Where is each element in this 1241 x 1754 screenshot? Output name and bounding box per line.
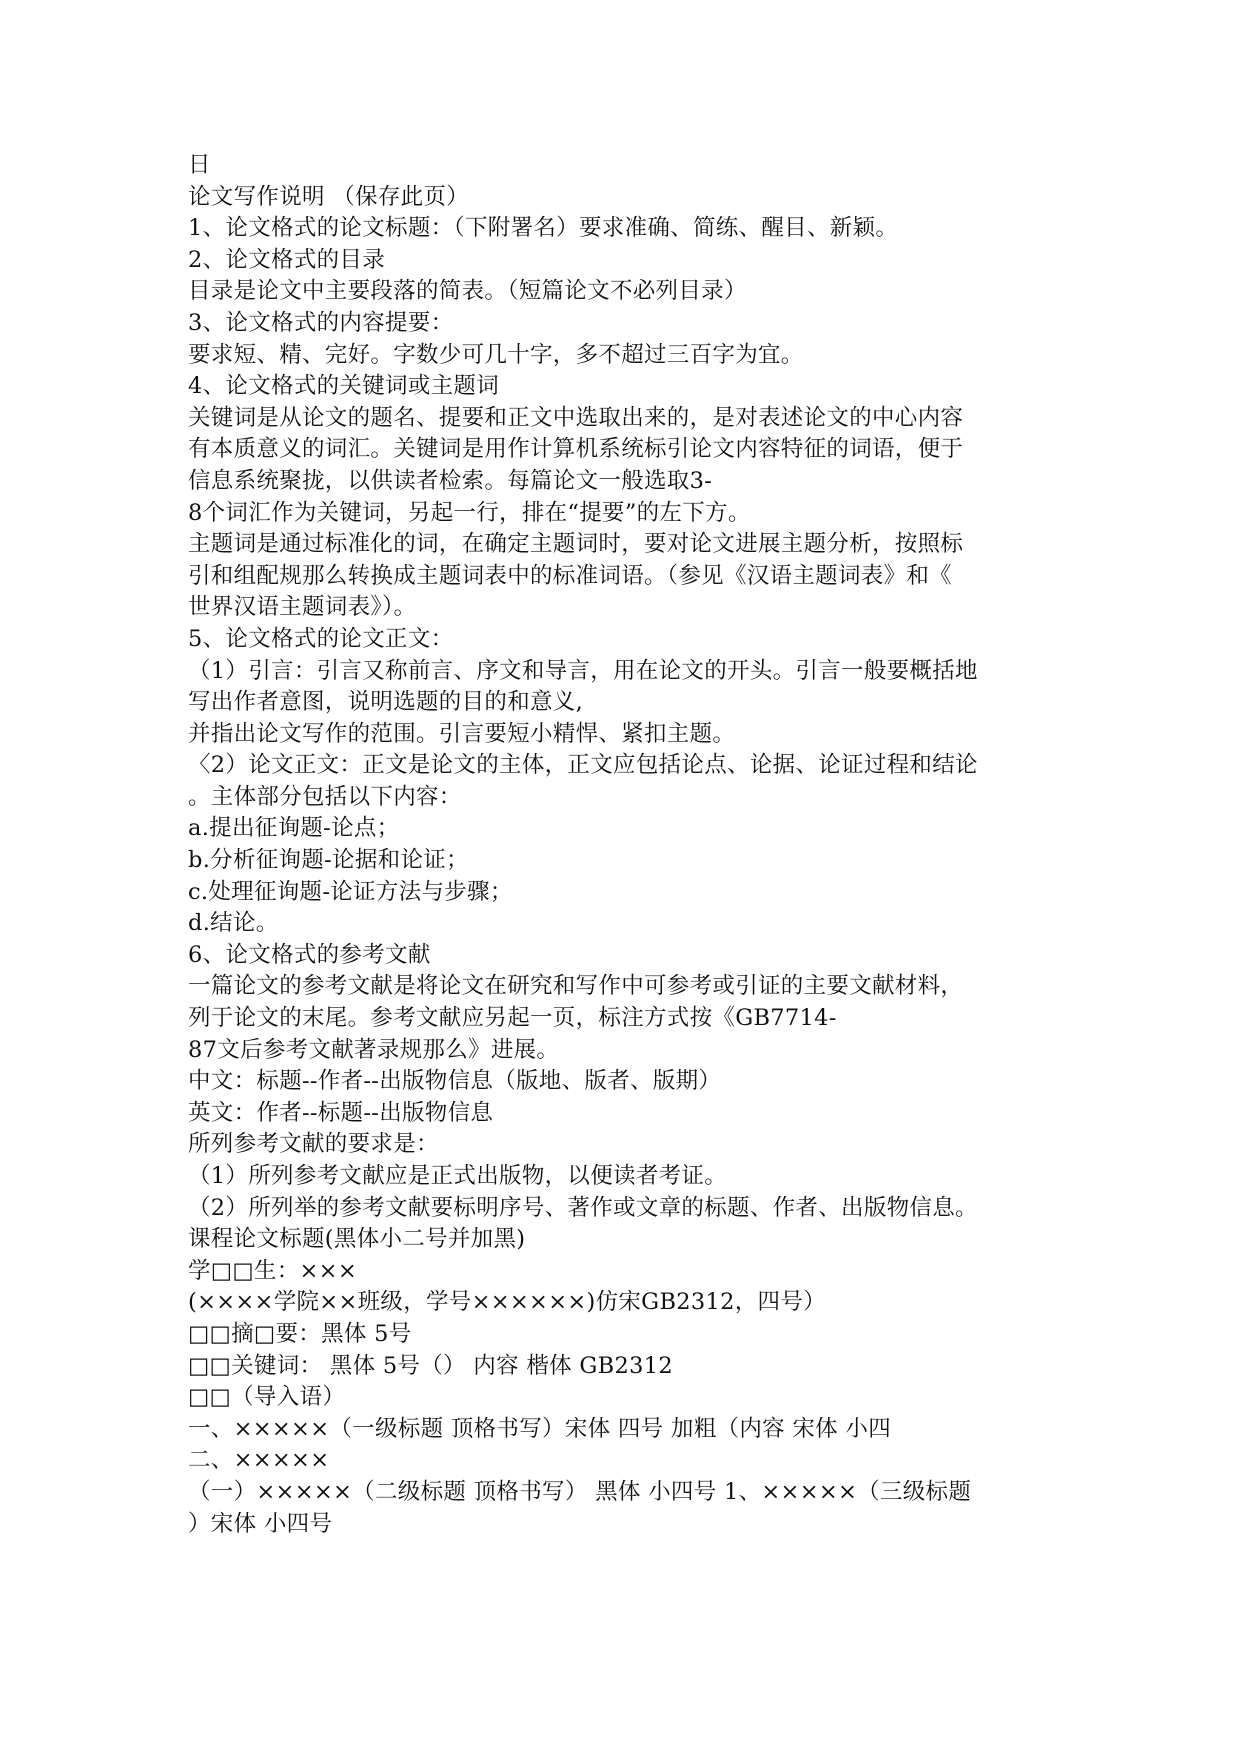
document-body [188, 150, 1068, 1540]
text-line: 5、论文格式的论文正文： [188, 625, 454, 652]
text-line: 二、××××× [188, 1447, 330, 1474]
text-line: 引和组配规那么转换成主题词表中的标准词语。（参见《汉语主题词表》和《 [188, 562, 952, 589]
text-line: 中文：标题--作者--出版物信息（版地、版者、版期） [188, 1068, 722, 1095]
text-line: 〈2）论文正文：正文是论文的主体，正文应包括论点、论据、论证过程和结论 [188, 752, 978, 779]
text-line: c.处理征询题-论证方法与步骤； [188, 878, 513, 905]
text-line: 日 [188, 152, 211, 178]
text-line: d.结论。 [188, 910, 279, 937]
text-line: （1）所列参考文献应是正式出版物，以便读者考证。 [188, 1163, 728, 1189]
text-line: 世界汉语主题词表》）。 [188, 594, 417, 621]
text-line: 。主体部分包括以下内容： [188, 783, 462, 810]
text-line: b.分析征询题-论据和论证； [188, 847, 469, 874]
text-line: 英文：作者--标题--出版物信息 [188, 1099, 494, 1126]
text-line: ）宋体 小四号 [188, 1510, 333, 1537]
text-line: 信息系统聚拢，以供读者检索。每篇论文一般选取3- [188, 467, 713, 494]
text-line: 写出作者意图，说明选题的目的和意义, [188, 689, 584, 716]
text-line: 有本质意义的词汇。关键词是用作计算机系统标引论文内容特征的词语，便于 [188, 436, 964, 463]
text-line: 3、论文格式的内容提要： [188, 309, 454, 336]
text-line: 87文后参考文献著录规那么》进展。 [188, 1036, 560, 1063]
text-line: 要求短、精、完好。字数少可几十字，多不超过三百字为宜。 [188, 341, 804, 368]
text-line: 8个词汇作为关键词，另起一行，排在“提要”的左下方。 [188, 499, 751, 526]
text-line: 4、论文格式的关键词或主题词 [188, 373, 500, 400]
text-line: a.提出征询题-论点； [188, 815, 400, 842]
text-line: 论文写作说明 （保存此页） [188, 183, 470, 210]
text-line: 关键词是从论文的题名、提要和正文中选取出来的，是对表述论文的中心内容 [188, 404, 964, 431]
text-line: 目录是论文中主要段落的简表。（短篇论文不必列目录） [188, 278, 747, 305]
text-line: 所列参考文献的要求是： [188, 1131, 439, 1158]
text-line: （1）引言：引言又称前言、序文和导言，用在论文的开头。引言一般要概括地 [188, 657, 978, 684]
text-line: □□摘□要：黑体 5号 [188, 1320, 412, 1347]
text-line: 列于论文的末尾。参考文献应另起一页，标注方式按《GB7714- [188, 1005, 837, 1032]
text-line: (××××学院××班级，学号××××××)仿宋GB2312，四号） [188, 1289, 826, 1316]
text-line: 一篇论文的参考文献是将论文在研究和写作中可参考或引证的主要文献材料， [188, 973, 964, 1000]
text-line: 课程论文标题(黑体小二号并加黑) [188, 1226, 526, 1253]
text-line: 一、×××××（一级标题 顶格书写）宋体 四号 加粗（内容 宋体 小四 [188, 1415, 892, 1442]
text-line: 1、论文格式的论文标题：（下附署名）要求准确、简练、醒目、新颖。 [188, 215, 899, 242]
text-line: □□关键词： 黑体 5号（） 内容 楷体 GB2312 [188, 1352, 673, 1379]
text-line: 主题词是通过标准化的词，在确定主题词时，要对论文进展主题分析，按照标 [188, 531, 964, 558]
text-line: 并指出论文写作的范围。引言要短小精悍、紧扣主题。 [188, 720, 736, 747]
text-line: □□（导入语） [188, 1384, 346, 1411]
text-line: （一）×××××（二级标题 顶格书写） 黑体 小四号 1、×××××（三级标题 [188, 1478, 972, 1505]
text-line: 6、论文格式的参考文献 [188, 941, 431, 968]
text-line: 2、论文格式的目录 [188, 246, 386, 273]
text-line: 学□□生：××× [188, 1257, 357, 1284]
text-line: （2）所列举的参考文献要标明序号、著作或文章的标题、作者、出版物信息。 [188, 1194, 978, 1221]
